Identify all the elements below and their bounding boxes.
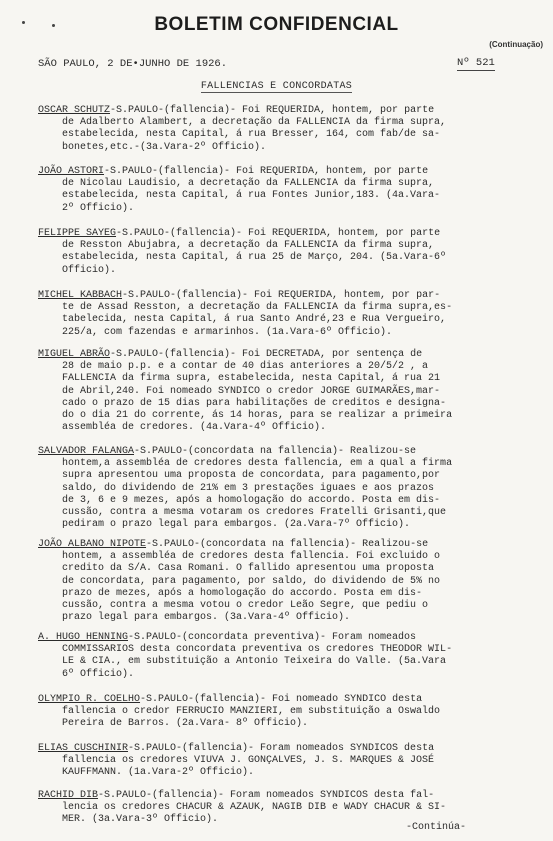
entry-text: cussão, contra a mesma votou o credor Leão Segre, que pediu o	[62, 600, 429, 612]
list-item	[38, 539, 528, 624]
entry-text: -S.PAULO-(concordata na fallencia)- Realizou-se	[134, 446, 417, 457]
entry-text: prazo legal para embargos. (3a.Vara-4º Officio).	[62, 612, 351, 624]
entry-line	[38, 386, 528, 398]
entry-line	[38, 240, 528, 252]
entry-line	[38, 398, 528, 410]
entry-text: FALLENCIA da firma supra, estabelecida, nesta Capital, á rua 21	[62, 373, 441, 385]
entry-text: supra apresentou uma proposta de concordata, para pagamento,por	[62, 470, 441, 482]
entry-text: -S.PAULO-(fallencia)- Foram nomeados SYNDICOS desta	[128, 743, 435, 754]
entry-text: KAUFFMANN. (1a.Vara-2º Officio).	[62, 767, 255, 779]
entry-line	[38, 361, 528, 373]
entry-line	[38, 706, 528, 718]
entry-company-name: RACHID DIB	[38, 790, 99, 801]
entry-text: de Nicolau Laudisio, a decretação da FALLENCIA da firma supra,	[62, 178, 435, 190]
continua-label: -Continúa-	[406, 822, 467, 833]
entry-text: -S.PAULO-(fallencia)- Foi REQUERIDA, hontem, por parte	[116, 228, 441, 239]
entry-line	[38, 302, 528, 314]
entry-line	[38, 117, 528, 129]
entry-line	[38, 422, 528, 434]
entry-first-line	[38, 539, 528, 551]
entry-line	[38, 265, 528, 277]
entry-text: cussão, contra a mesma votaram os credores Fratelli Grisanti,que	[62, 507, 447, 519]
entry-text: Officio).	[62, 264, 117, 276]
entry-line	[38, 314, 528, 326]
continuation-label: (Continuação)	[489, 40, 543, 49]
section-heading-text: FALLENCIAS E CONCORDATAS	[200, 81, 353, 92]
entry-company-name: MICHEL KABBACH	[38, 290, 123, 301]
entry-text: hontem,a assembléa de credores desta fallencia, em a qual a firma	[62, 458, 453, 470]
entry-line	[38, 802, 528, 814]
entry-first-line	[38, 694, 528, 706]
entry-text: pediram o prazo legal para embargos. (2a.Vara-7º Officio).	[62, 519, 411, 531]
entry-company-name: SALVADOR FALANGA	[38, 446, 135, 457]
entry-text: estabelecida, nesta Capital, á rua 25 de Março, 204. (5a.Vara-6º	[62, 252, 447, 264]
entry-text: fallencia o credor FERRUCIO MANZIERI, em substituição a Oswaldo	[62, 706, 441, 718]
entry-line	[38, 563, 528, 575]
entry-company-name: JOÃO ASTORI	[38, 166, 105, 177]
list-item	[38, 290, 528, 339]
list-item	[38, 105, 528, 154]
entry-text: -S.PAULO-(fallencia)- Foi nomeado SYNDICO desta	[140, 694, 423, 705]
entry-first-line	[38, 632, 528, 644]
entry-line	[38, 612, 528, 624]
entry-company-name: OSCAR SCHUTZ	[38, 105, 111, 116]
section-heading	[0, 81, 553, 92]
entry-text: Pereira de Barros. (2a.Vara- 8º Officio).	[62, 718, 309, 730]
entry-first-line	[38, 743, 528, 755]
list-item	[38, 632, 528, 681]
entry-line	[38, 588, 528, 600]
entry-line	[38, 519, 528, 531]
entry-text: estabelecida, nesta Capital, á rua Bresser, 164, com fab/de sa-	[62, 129, 441, 141]
entry-text: -S.PAULO-(fallencia)- Foi REQUERIDA, hontem, por parte	[110, 105, 435, 116]
entry-first-line	[38, 228, 528, 240]
entry-text: -S.PAULO-(concordata na fallencia)- Realizou-se	[146, 539, 429, 550]
entry-line	[38, 767, 528, 779]
entry-text: de Abril,240. Foi nomeado SYNDICO o credor JORGE GUIMARÃES,mar-	[62, 385, 441, 397]
dateline: SÃO PAULO, 2 DE•JUNHO DE 1926.	[38, 58, 228, 70]
entry-text: prazo de mezes, após a homologação do accordo. Posta em dis-	[62, 587, 423, 599]
stray-mark	[52, 24, 55, 27]
entry-text: assembléa de credores. (4a.Vara-4º Officio).	[62, 422, 327, 434]
entry-text: tabelecida, nesta Capital, á rua Santo André,23 e Rua Vergueiro,	[62, 314, 447, 326]
entry-text: fallencia os credores VIUVA J. GONÇALVES, J. S. MARQUES & JOSÉ	[62, 755, 435, 767]
entry-text: do o dia 21 do corrente, ás 14 horas, para se realizar a primeira	[62, 410, 453, 422]
entry-text: cado o prazo de 15 dias para habilitações de creditos e designa-	[62, 397, 447, 409]
entry-text: -S.PAULO-(concordata preventiva)- Foram nomeados	[128, 632, 417, 643]
entry-text: credito da S/A. Casa Romani. O fallido apresentou uma proposta	[62, 563, 435, 575]
entry-text: de Resston Abujabra, a decretação da FALLENCIA da firma supra,	[62, 240, 435, 252]
entry-text: saldo, do dividendo de 21% em 3 prestações iguaes e aos prazos	[62, 482, 435, 494]
list-item	[38, 349, 528, 434]
bulletin-title: BOLETIM CONFIDENCIAL	[154, 14, 399, 35]
entry-line	[38, 718, 528, 730]
entry-line	[38, 576, 528, 588]
entry-line	[38, 327, 528, 339]
entry-line	[38, 203, 528, 215]
entry-first-line	[38, 446, 528, 458]
entry-line	[38, 483, 528, 495]
entry-line	[38, 656, 528, 668]
entry-line	[38, 178, 528, 190]
entry-text: 6º Officio).	[62, 668, 135, 680]
entry-text: estabelecida, nesta Capital, á rua Fontes Junior,183. (4a.Vara-	[62, 190, 441, 202]
entry-line	[38, 495, 528, 507]
entry-text: MER. (3a.Vara-3º Officio).	[62, 814, 219, 826]
list-item	[38, 228, 528, 277]
stray-mark	[22, 21, 25, 24]
entry-company-name: FELIPPE SAYEG	[38, 228, 117, 239]
entry-text: -S.PAULO-(fallencia)- Foi REQUERIDA, hontem, por par-	[122, 290, 441, 301]
entry-first-line	[38, 290, 528, 302]
entry-text: te de Assad Resston, a decretação da FALLENCIA da firma supra,es-	[62, 302, 453, 314]
entry-line	[38, 755, 528, 767]
entry-first-line	[38, 166, 528, 178]
entry-text: -S.PAULO-(fallencia)- Foram nomeados SYNDICOS desta fal-	[98, 790, 435, 801]
entry-text: de concordata, para pagamento, por saldo, do dividendo de 5% no	[62, 575, 441, 587]
entry-text: 225/a, com fazendas e armarinhos. (1a.Vara-6º Officio).	[62, 326, 393, 338]
entry-line	[38, 373, 528, 385]
entry-line	[38, 551, 528, 563]
entry-company-name: MIGUEL ABRÃO	[38, 349, 111, 360]
entry-company-name: JOÃO ALBANO NIPOTE	[38, 539, 147, 550]
entry-text: bonetes,etc.-(3a.Vara-2º Officio).	[62, 141, 267, 153]
entry-text: COMMISSARIOS desta concordata preventiva os credores THEODOR WIL-	[62, 644, 453, 656]
entry-line	[38, 458, 528, 470]
entry-text: de Adalberto Alambert, a decretação da FALLENCIA da firma supra,	[62, 117, 447, 129]
entry-line	[38, 129, 528, 141]
entry-line	[38, 669, 528, 681]
entry-line	[38, 507, 528, 519]
entry-first-line	[38, 349, 528, 361]
entry-text: de 3, 6 e 9 mezes, após a homologação do accordo. Posta em dis-	[62, 494, 441, 506]
entry-text: -S.PAULO-(fallencia)- Foi REQUERIDA, hontem, por parte	[104, 166, 429, 177]
entry-line	[38, 252, 528, 264]
entry-line	[38, 410, 528, 422]
entry-text: -S.PAULO-(fallencia)- Foi DECRETADA, por sentença de	[110, 349, 423, 360]
list-item	[38, 166, 528, 215]
entry-text: lencia os credores CHACUR & AZAUK, NAGIB DIB e WADY CHACUR & SI-	[62, 802, 447, 814]
entry-line	[38, 600, 528, 612]
entry-text: 2º Officio).	[62, 202, 135, 214]
entry-line	[38, 470, 528, 482]
list-item	[38, 446, 528, 531]
entry-text: 28 de maio p.p. e a contar de 40 dias anteriores a 20/5/2 , a	[62, 361, 429, 373]
entry-text: LE & CIA., em substituição a Antonio Teixeira do Valle. (5a.Vara	[62, 656, 447, 668]
list-item	[38, 743, 528, 780]
entry-text: hontem, a assembléa de credores desta fallencia. Foi excluido o	[62, 551, 441, 563]
entry-line	[38, 142, 528, 154]
entry-first-line	[38, 105, 528, 117]
entry-company-name: A. HUGO HENNING	[38, 632, 129, 643]
entry-company-name: OLYMPIO R. COELHO	[38, 694, 141, 705]
bulletin-number: Nº 521	[457, 57, 495, 69]
list-item	[38, 694, 528, 731]
entry-line	[38, 644, 528, 656]
entry-company-name: ELIAS CUSCHINIR	[38, 743, 129, 754]
entry-first-line	[38, 790, 528, 802]
entry-line	[38, 190, 528, 202]
